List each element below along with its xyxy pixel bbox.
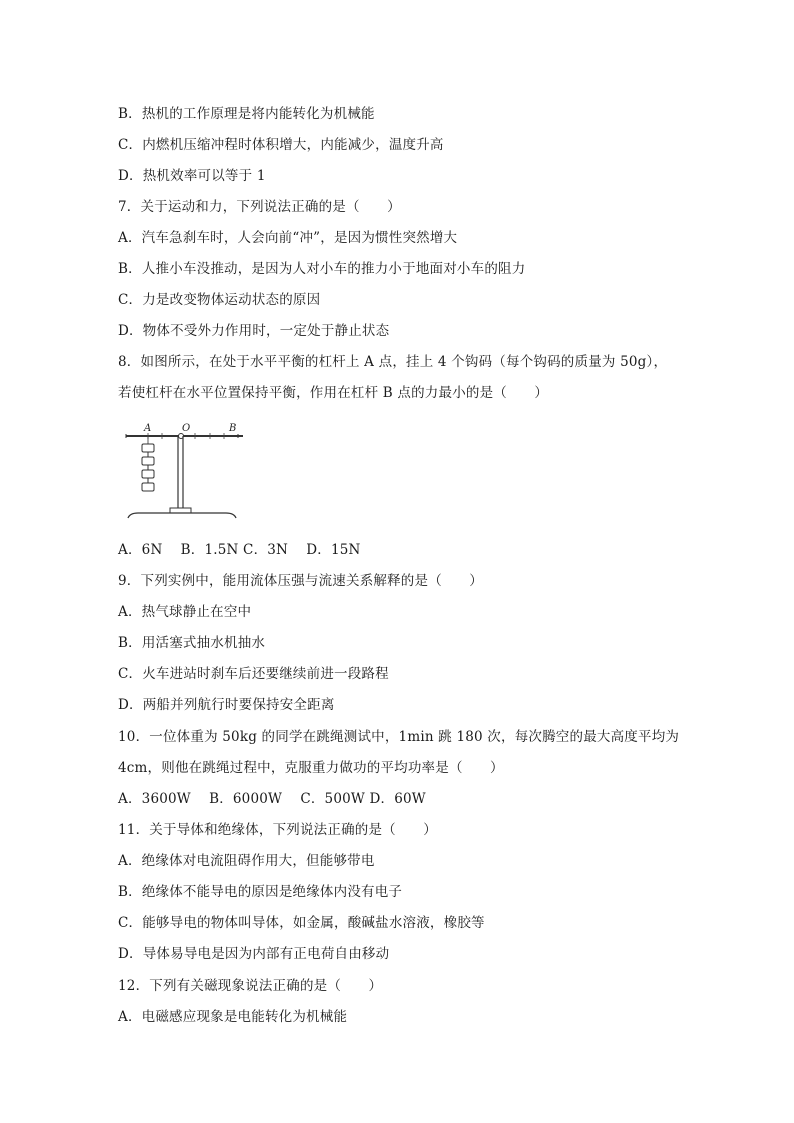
q9-option-d: D．两船并列航行时要保持安全距离 — [118, 697, 335, 713]
q7-stem: 7．关于运动和力，下列说法正确的是（ ） — [118, 199, 401, 215]
weight-block — [142, 444, 154, 452]
weight-block — [142, 483, 154, 491]
q10-options: A．3600W B．6000W C．500W D．60W — [118, 791, 426, 807]
q8-stem-line2: 若使杠杆在水平位置保持平衡，作用在杠杆 B 点的力最小的是（ ） — [118, 385, 549, 401]
hanging-weights — [142, 444, 154, 491]
q11-option-a: A．绝缘体对电流阻碍作用大，但能够带电 — [118, 853, 375, 869]
label-a: A — [144, 423, 152, 434]
weight-block — [142, 457, 154, 465]
lever-figure — [118, 420, 253, 525]
q9-option-a: A．热气球静止在空中 — [118, 604, 252, 620]
label-b: B — [229, 423, 237, 434]
q7-option-c: C．力是改变物体运动状态的原因 — [118, 292, 321, 308]
q11-option-c: C．能够导电的物体叫导体，如金属，酸碱盐水溶液，橡胶等 — [118, 915, 485, 931]
q7-option-b: B．人推小车没推动，是因为人对小车的推力小于地面对小车的阻力 — [118, 261, 526, 277]
q10-stem-line2: 4cm，则他在跳绳过程中，克服重力做功的平均功率是（ ） — [118, 760, 504, 776]
q8-options: A．6N B．1.5N C．3N D．15N — [118, 542, 361, 558]
q8-stem-line1: 8．如图所示，在处于水平平衡的杠杆上 A 点，挂上 4 个钩码（每个钩码的质量为 50g）， — [118, 354, 668, 370]
q6-option-b: B．热机的工作原理是将内能转化为机械能 — [118, 106, 375, 122]
q9-stem: 9．下列实例中，能用流体压强与流速关系解释的是（ ） — [118, 573, 483, 589]
q6-option-c: C．内燃机压缩冲程时体积增大，内能减少，温度升高 — [118, 137, 444, 153]
q9-option-c: C．火车进站时刹车后还要继续前进一段路程 — [118, 666, 389, 682]
weight-block — [142, 470, 154, 478]
stand-base — [128, 513, 236, 518]
q11-option-b: B．绝缘体不能导电的原因是绝缘体内没有电子 — [118, 884, 403, 900]
label-o: O — [182, 423, 191, 434]
q7-option-d: D．物体不受外力作用时，一定处于静止状态 — [118, 323, 390, 339]
q7-option-a: A．汽车急刹车时，人会向前“冲”，是因为惯性突然增大 — [118, 230, 458, 246]
q6-option-d: D．热机效率可以等于 1 — [118, 168, 266, 184]
q12-option-a: A．电磁感应现象是电能转化为机械能 — [118, 1009, 348, 1025]
q9-option-b: B．用活塞式抽水机抽水 — [118, 635, 266, 651]
q12-stem: 12．下列有关磁现象说法正确的是（ ） — [118, 978, 383, 994]
q10-stem-line1: 10．一位体重为 50kg 的同学在跳绳测试中，1min 跳 180 次，每次腾空的最大高度平均为 — [118, 729, 680, 745]
q11-option-d: D．导体易导电是因为内部有正电荷自由移动 — [118, 946, 390, 962]
q11-stem: 11．关于导体和绝缘体，下列说法正确的是（ ） — [118, 822, 437, 838]
